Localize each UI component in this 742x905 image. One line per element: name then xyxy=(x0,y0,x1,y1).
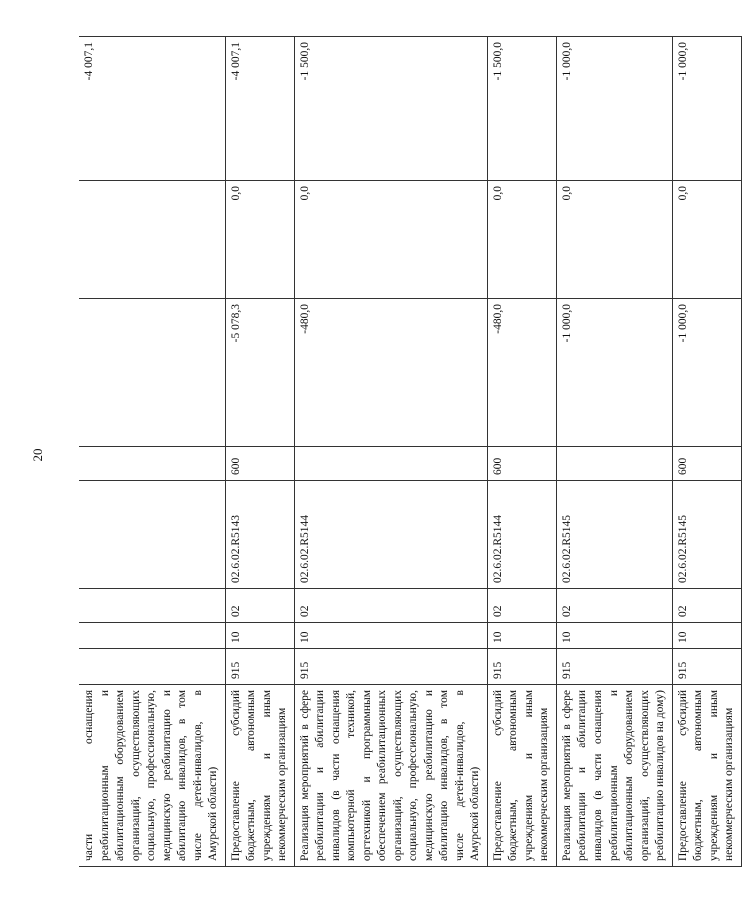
ministry-code: 915 xyxy=(294,649,487,685)
amount-col1 xyxy=(79,299,225,447)
section-code: 10 xyxy=(487,623,556,649)
amount-col3: -1 500,0 xyxy=(294,37,487,181)
amount-col3: -1 500,0 xyxy=(487,37,556,181)
expense-type xyxy=(294,447,487,481)
section-code xyxy=(79,623,225,649)
amount-col1: -480,0 xyxy=(294,299,487,447)
amount-col2: 0,0 xyxy=(556,181,672,299)
ministry-code: 915 xyxy=(672,649,741,685)
amount-col3: -4 007,1 xyxy=(79,37,225,181)
amount-col2 xyxy=(79,181,225,299)
amount-col3: -1 000,0 xyxy=(556,37,672,181)
subsection-code xyxy=(79,589,225,623)
amount-col3: -4 007,1 xyxy=(225,37,294,181)
section-code: 10 xyxy=(672,623,741,649)
subsection-code: 02 xyxy=(294,589,487,623)
expense-type: 600 xyxy=(487,447,556,481)
section-code: 10 xyxy=(294,623,487,649)
table-row xyxy=(79,37,225,867)
expense-type: 600 xyxy=(225,447,294,481)
expense-type xyxy=(556,447,672,481)
row-description: части оснащения реабилитационным и абилитационным оборудованием организаций, осуществляющих социальную, профессиональную, медицинскую реабилитацию и абилитацию инвалидов, в том числе детей-инвалидов, в Амурской области) xyxy=(79,685,225,867)
target-article: 02.6.02.R5145 xyxy=(672,481,741,589)
section-code: 10 xyxy=(225,623,294,649)
row-description: Предоставление субсидий бюджетным, автономным учреждениям и иным некоммерческим организациям xyxy=(487,685,556,867)
target-article: 02.6.02.R5144 xyxy=(294,481,487,589)
ministry-code: 915 xyxy=(556,649,672,685)
table-row xyxy=(672,37,741,867)
amount-col1: -1 000,0 xyxy=(556,299,672,447)
page-number: 20 xyxy=(30,448,45,462)
subsection-code: 02 xyxy=(487,589,556,623)
amount-col1: -5 078,3 xyxy=(225,299,294,447)
amount-col1: -1 000,0 xyxy=(672,299,741,447)
target-article: 02.6.02.R5145 xyxy=(556,481,672,589)
expense-type xyxy=(79,447,225,481)
table-row xyxy=(225,37,294,867)
amount-col2: 0,0 xyxy=(225,181,294,299)
section-code: 10 xyxy=(556,623,672,649)
subsection-code: 02 xyxy=(225,589,294,623)
row-description: Реализация мероприятий в сфере реабилитации и абилитации инвалидов (в части оснащения реабилитационным и абилитационным оборудованием организаций, осуществляющих реабилитацию инвалидов на дому) xyxy=(556,685,672,867)
amount-col3: -1 000,0 xyxy=(672,37,741,181)
expense-type: 600 xyxy=(672,447,741,481)
amount-col2: 0,0 xyxy=(294,181,487,299)
table-row xyxy=(487,37,556,867)
amount-col1: -480,0 xyxy=(487,299,556,447)
table-row xyxy=(556,37,672,867)
ministry-code xyxy=(79,649,225,685)
ministry-code: 915 xyxy=(487,649,556,685)
row-description: Реализация мероприятий в сфере реабилитации и абилитации инвалидов (в части оснащения компьютерной техникой, оргтехникой и программным обеспечением реабилитационных организаций, осуществляющих социальную, профессиональную, медицинскую реабилитацию и абилитацию инвалидов, в том числе детей-инвалидов, в Амурской области) xyxy=(294,685,487,867)
target-article: 02.6.02.R5144 xyxy=(487,481,556,589)
ministry-code: 915 xyxy=(225,649,294,685)
target-article xyxy=(79,481,225,589)
subsection-code: 02 xyxy=(556,589,672,623)
budget-table xyxy=(79,36,742,867)
rotated-table-container xyxy=(79,37,736,867)
table-row xyxy=(294,37,487,867)
row-description: Предоставление субсидий бюджетным, автономным учреждениям и иным некоммерческим организациям xyxy=(225,685,294,867)
subsection-code: 02 xyxy=(672,589,741,623)
amount-col2: 0,0 xyxy=(487,181,556,299)
row-description: Предоставление субсидий бюджетным, автономным учреждениям и иным некоммерческим организациям xyxy=(672,685,741,867)
target-article: 02.6.02.R5143 xyxy=(225,481,294,589)
amount-col2: 0,0 xyxy=(672,181,741,299)
